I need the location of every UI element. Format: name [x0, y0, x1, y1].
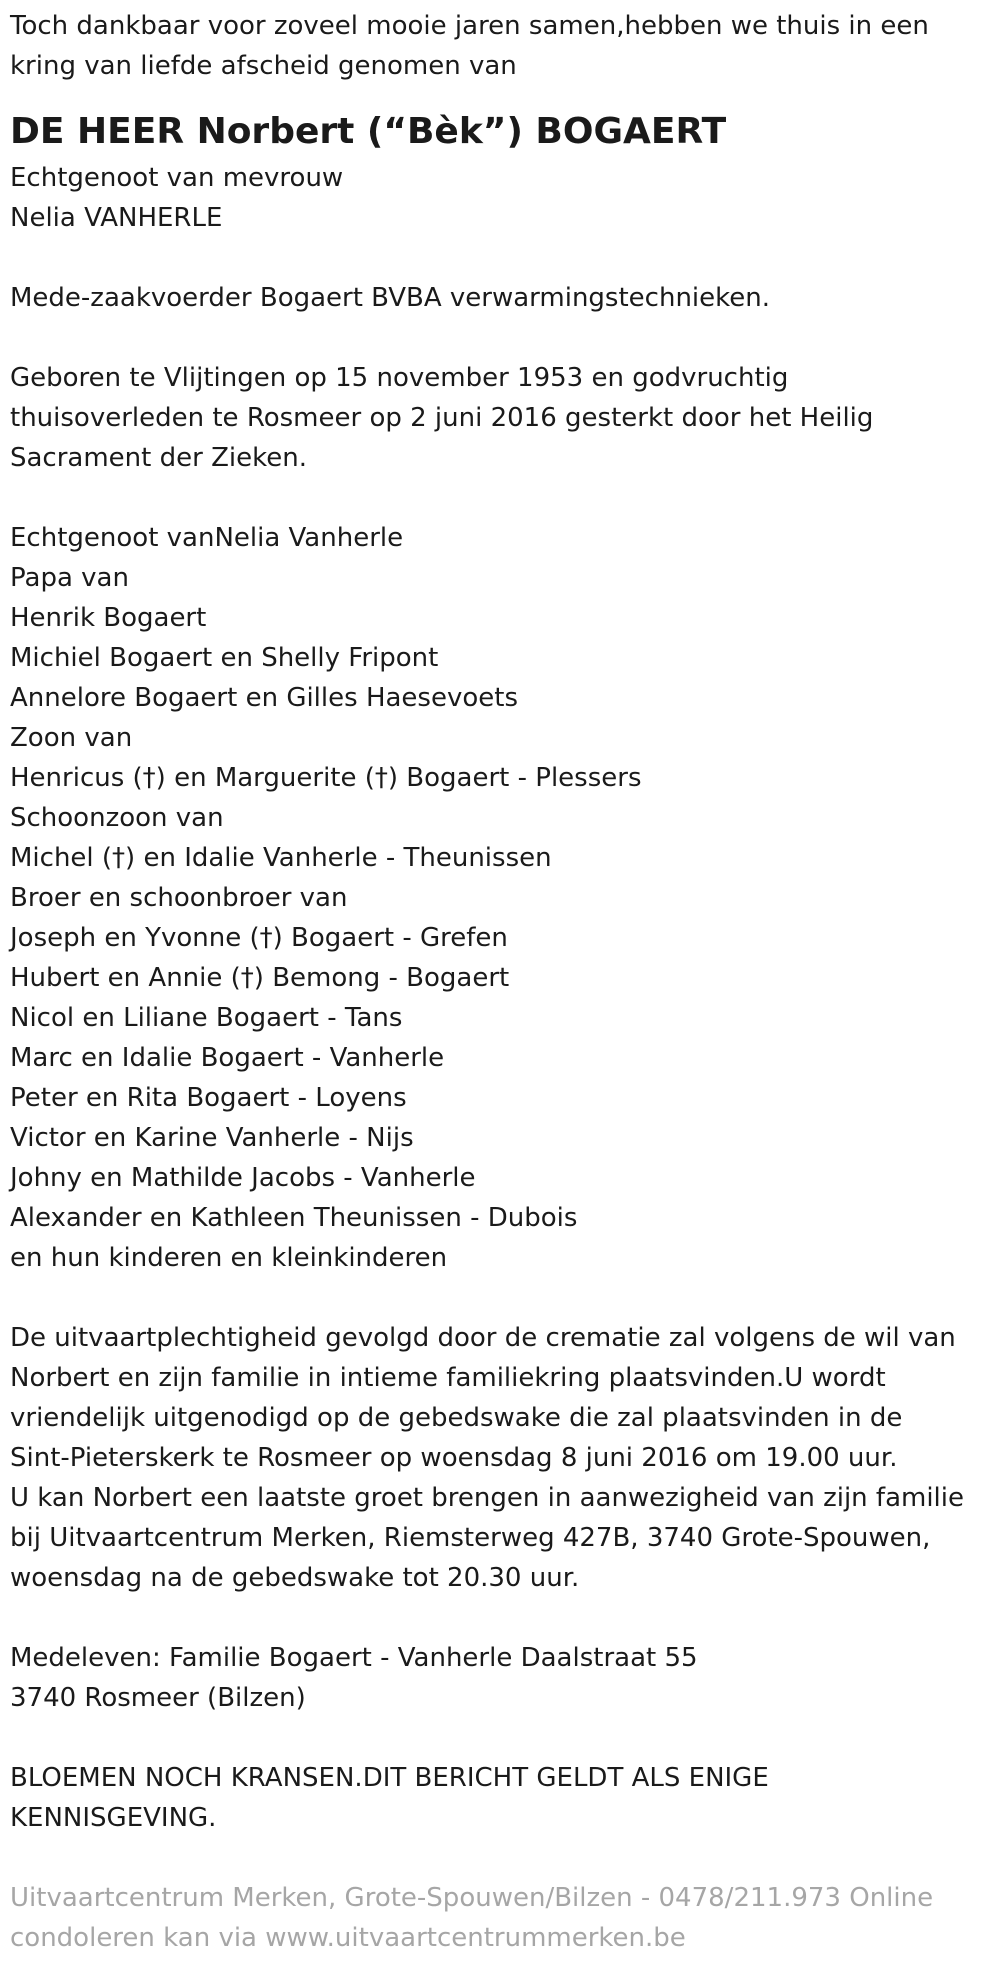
intro-text [10, 6, 995, 86]
spacer [10, 318, 995, 358]
spouse-name: Nelia VANHERLE [10, 203, 223, 233]
intro-line: Toch dankbaar voor zoveel mooie jaren samen,hebben we thuis in een [10, 11, 929, 41]
birth-death-block [10, 358, 995, 478]
spacer [10, 238, 995, 278]
family-line: Johny en Mathilde Jacobs - Vanherle [10, 1163, 476, 1193]
birth-death-line: thuisoverleden te Rosmeer op 2 juni 2016 gesterkt door het Heilig [10, 403, 874, 433]
family-line: Alexander en Kathleen Theunissen - Dubois [10, 1203, 578, 1233]
spacer [10, 478, 995, 518]
family-line: Papa van [10, 563, 129, 593]
birth-death-line: Geboren te Vlijtingen op 15 november 1953 en godvruchtig [10, 363, 789, 393]
family-line: Henrik Bogaert [10, 603, 207, 633]
occupation: Mede-zaakvoerder Bogaert BVBA verwarmingstechnieken. [10, 283, 771, 313]
family-line: Nicol en Liliane Bogaert - Tans [10, 1003, 403, 1033]
ceremony-line: woensdag na de gebedswake tot 20.30 uur. [10, 1563, 580, 1593]
address-line: Medeleven: Familie Bogaert - Vanherle Daalstraat 55 [10, 1643, 698, 1673]
family-line: Zoon van [10, 723, 133, 753]
ceremony-line: De uitvaartplechtigheid gevolgd door de crematie zal volgens de wil van [10, 1323, 956, 1353]
family-line: Schoonzoon van [10, 803, 224, 833]
family-line: en hun kinderen en kleinkinderen [10, 1243, 448, 1273]
spouse-line: Echtgenoot van mevrouw [10, 163, 344, 193]
ceremony-block [10, 1318, 995, 1598]
ceremony-line: Norbert en zijn familie in intieme familiekring plaatsvinden.U wordt [10, 1363, 886, 1393]
family-line: Peter en Rita Bogaert - Loyens [10, 1083, 407, 1113]
family-line: Victor en Karine Vanherle - Nijs [10, 1123, 414, 1153]
family-line: Joseph en Yvonne (†) Bogaert - Grefen [10, 923, 508, 953]
deceased-name: DE HEER Norbert (“Bèk”) BOGAERT [10, 111, 727, 152]
intro-line: kring van liefde afscheid genomen van [10, 51, 517, 81]
family-line: Broer en schoonbroer van [10, 883, 348, 913]
footer-link-line[interactable]: condoleren kan via www.uitvaartcentrummerken.be [10, 1923, 686, 1953]
family-line: Michel (†) en Idalie Vanherle - Theunissen [10, 843, 552, 873]
obituary-notice [10, 6, 995, 1958]
condolences-address [10, 1638, 995, 1718]
spacer [10, 1838, 995, 1878]
birth-death-line: Sacrament der Zieken. [10, 443, 307, 473]
family-line: Henricus (†) en Marguerite (†) Bogaert - Plessers [10, 763, 642, 793]
ceremony-line: U kan Norbert een laatste groet brengen in aanwezigheid van zijn familie [10, 1483, 965, 1513]
notice-line: BLOEMEN NOCH KRANSEN.DIT BERICHT GELDT ALS ENIGE [10, 1763, 769, 1793]
footer-line: Uitvaartcentrum Merken, Grote-Spouwen/Bilzen - 0478/211.973 Online [10, 1883, 934, 1913]
spacer [10, 1598, 995, 1638]
notice-line: KENNISGEVING. [10, 1803, 217, 1833]
family-line: Echtgenoot vanNelia Vanherle [10, 523, 404, 553]
family-line: Marc en Idalie Bogaert - Vanherle [10, 1043, 445, 1073]
funeral-home-footer [10, 1878, 995, 1958]
family-line: Annelore Bogaert en Gilles Haesevoets [10, 683, 518, 713]
ceremony-line: Sint-Pieterskerk te Rosmeer op woensdag 8 juni 2016 om 19.00 uur. [10, 1443, 898, 1473]
family-line: Hubert en Annie (†) Bemong - Bogaert [10, 963, 510, 993]
notice-block [10, 1758, 995, 1838]
spacer [10, 1278, 995, 1318]
family-line: Michiel Bogaert en Shelly Fripont [10, 643, 439, 673]
ceremony-line: vriendelijk uitgenodigd op de gebedswake die zal plaatsvinden in de [10, 1403, 903, 1433]
family-list [10, 518, 995, 1278]
spacer [10, 1718, 995, 1758]
ceremony-line: bij Uitvaartcentrum Merken, Riemsterweg 427B, 3740 Grote-Spouwen, [10, 1523, 931, 1553]
spouse-block [10, 158, 995, 238]
address-line: 3740 Rosmeer (Bilzen) [10, 1683, 306, 1713]
